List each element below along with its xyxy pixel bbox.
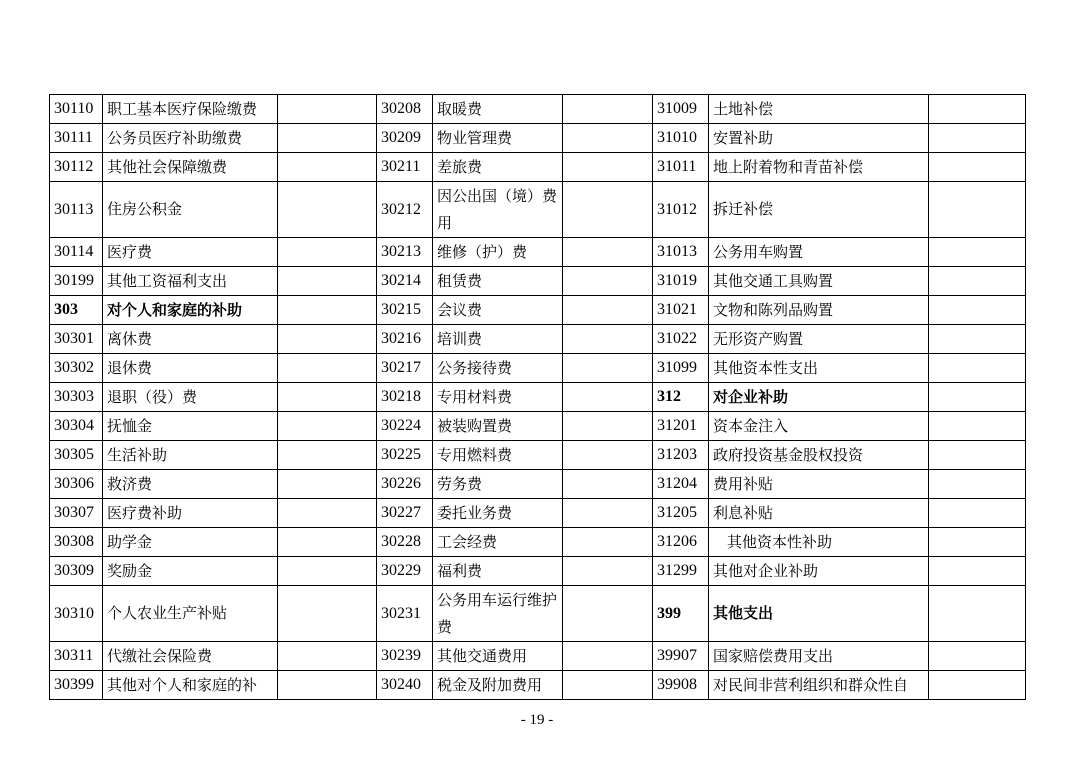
item-name-cell: 住房公积金	[103, 182, 278, 238]
code-cell: 399	[653, 586, 709, 642]
blank-cell	[563, 153, 653, 182]
table-row	[50, 441, 1026, 470]
item-name-cell: 其他支出	[709, 586, 929, 642]
code-cell: 30226	[377, 470, 433, 499]
blank-cell	[929, 383, 1026, 412]
code-cell: 30113	[50, 182, 103, 238]
item-name-cell: 个人农业生产补贴	[103, 586, 278, 642]
item-name-cell: 地上附着物和青苗补偿	[709, 153, 929, 182]
code-cell: 30310	[50, 586, 103, 642]
code-cell: 30199	[50, 267, 103, 296]
item-name-cell: 其他交通费用	[433, 642, 563, 671]
code-cell: 30306	[50, 470, 103, 499]
blank-cell	[929, 528, 1026, 557]
code-cell: 30301	[50, 325, 103, 354]
code-cell: 30217	[377, 354, 433, 383]
code-cell: 31099	[653, 354, 709, 383]
table-row	[50, 182, 1026, 238]
code-cell: 30110	[50, 95, 103, 124]
blank-cell	[278, 95, 377, 124]
code-cell: 31201	[653, 412, 709, 441]
blank-cell	[929, 412, 1026, 441]
item-name-cell: 生活补助	[103, 441, 278, 470]
item-name-cell: 资本金注入	[709, 412, 929, 441]
table-row	[50, 296, 1026, 325]
code-cell: 30213	[377, 238, 433, 267]
blank-cell	[929, 470, 1026, 499]
blank-cell	[929, 238, 1026, 267]
code-cell: 30224	[377, 412, 433, 441]
table-row	[50, 586, 1026, 642]
blank-cell	[278, 642, 377, 671]
table-row	[50, 267, 1026, 296]
code-cell: 30239	[377, 642, 433, 671]
blank-cell	[278, 153, 377, 182]
code-cell: 30111	[50, 124, 103, 153]
table-body	[50, 95, 1026, 700]
blank-cell	[563, 441, 653, 470]
blank-cell	[929, 671, 1026, 700]
code-cell: 31013	[653, 238, 709, 267]
blank-cell	[278, 354, 377, 383]
item-name-cell: 助学金	[103, 528, 278, 557]
blank-cell	[563, 470, 653, 499]
blank-cell	[563, 499, 653, 528]
code-cell: 31012	[653, 182, 709, 238]
code-cell: 30303	[50, 383, 103, 412]
table-row	[50, 354, 1026, 383]
code-cell: 30209	[377, 124, 433, 153]
item-name-cell: 对企业补助	[709, 383, 929, 412]
item-name-cell: 其他对企业补助	[709, 557, 929, 586]
blank-cell	[929, 182, 1026, 238]
item-name-cell: 委托业务费	[433, 499, 563, 528]
item-name-cell: 国家赔偿费用支出	[709, 642, 929, 671]
table-row	[50, 238, 1026, 267]
blank-cell	[278, 557, 377, 586]
table-row	[50, 557, 1026, 586]
item-name-cell: 其他资本性补助	[709, 528, 929, 557]
code-cell: 30216	[377, 325, 433, 354]
item-name-cell: 培训费	[433, 325, 563, 354]
blank-cell	[278, 182, 377, 238]
blank-cell	[929, 95, 1026, 124]
blank-cell	[929, 325, 1026, 354]
code-cell: 31299	[653, 557, 709, 586]
item-name-cell: 医疗费	[103, 238, 278, 267]
blank-cell	[563, 124, 653, 153]
blank-cell	[563, 528, 653, 557]
code-cell: 30399	[50, 671, 103, 700]
code-cell: 30305	[50, 441, 103, 470]
item-name-cell: 税金及附加费用	[433, 671, 563, 700]
code-cell: 303	[50, 296, 103, 325]
item-name-cell: 对个人和家庭的补助	[103, 296, 278, 325]
blank-cell	[929, 441, 1026, 470]
code-cell: 31009	[653, 95, 709, 124]
blank-cell	[278, 238, 377, 267]
item-name-cell: 费用补贴	[709, 470, 929, 499]
code-cell: 39908	[653, 671, 709, 700]
blank-cell	[563, 586, 653, 642]
item-name-cell: 工会经费	[433, 528, 563, 557]
code-cell: 312	[653, 383, 709, 412]
blank-cell	[563, 557, 653, 586]
item-name-cell: 维修（护）费	[433, 238, 563, 267]
code-cell: 31010	[653, 124, 709, 153]
code-cell: 30308	[50, 528, 103, 557]
blank-cell	[563, 182, 653, 238]
code-cell: 30212	[377, 182, 433, 238]
code-cell: 30218	[377, 383, 433, 412]
item-name-cell: 租赁费	[433, 267, 563, 296]
page-number: - 19 -	[520, 712, 554, 728]
item-name-cell: 劳务费	[433, 470, 563, 499]
item-name-cell: 职工基本医疗保险缴费	[103, 95, 278, 124]
item-name-cell: 退职（役）费	[103, 383, 278, 412]
code-cell: 30114	[50, 238, 103, 267]
blank-cell	[563, 238, 653, 267]
blank-cell	[929, 124, 1026, 153]
code-cell: 30231	[377, 586, 433, 642]
table-row	[50, 412, 1026, 441]
item-name-cell: 无形资产购置	[709, 325, 929, 354]
table-row	[50, 642, 1026, 671]
item-name-cell: 离休费	[103, 325, 278, 354]
blank-cell	[278, 267, 377, 296]
blank-cell	[563, 325, 653, 354]
blank-cell	[929, 267, 1026, 296]
blank-cell	[278, 325, 377, 354]
item-name-cell: 公务接待费	[433, 354, 563, 383]
code-cell: 30211	[377, 153, 433, 182]
code-cell: 30215	[377, 296, 433, 325]
code-cell: 31204	[653, 470, 709, 499]
code-cell: 30112	[50, 153, 103, 182]
code-cell: 31205	[653, 499, 709, 528]
code-cell: 31203	[653, 441, 709, 470]
code-cell: 30228	[377, 528, 433, 557]
code-cell: 31206	[653, 528, 709, 557]
blank-cell	[929, 296, 1026, 325]
blank-cell	[929, 557, 1026, 586]
code-cell: 30227	[377, 499, 433, 528]
blank-cell	[563, 267, 653, 296]
item-name-cell: 公务用车运行维护费	[433, 586, 563, 642]
item-name-cell: 会议费	[433, 296, 563, 325]
table-row	[50, 325, 1026, 354]
blank-cell	[278, 528, 377, 557]
item-name-cell: 政府投资基金股权投资	[709, 441, 929, 470]
blank-cell	[278, 586, 377, 642]
item-name-cell: 物业管理费	[433, 124, 563, 153]
blank-cell	[278, 124, 377, 153]
blank-cell	[278, 296, 377, 325]
blank-cell	[563, 412, 653, 441]
code-cell: 30309	[50, 557, 103, 586]
item-name-cell: 取暖费	[433, 95, 563, 124]
item-name-cell: 公务用车购置	[709, 238, 929, 267]
blank-cell	[929, 642, 1026, 671]
item-name-cell: 安置补助	[709, 124, 929, 153]
blank-cell	[929, 499, 1026, 528]
item-name-cell: 其他社会保障缴费	[103, 153, 278, 182]
item-name-cell: 退休费	[103, 354, 278, 383]
item-name-cell: 其他交通工具购置	[709, 267, 929, 296]
item-name-cell: 其他对个人和家庭的补	[103, 671, 278, 700]
code-cell: 30208	[377, 95, 433, 124]
budget-code-table	[49, 94, 1026, 700]
item-name-cell: 差旅费	[433, 153, 563, 182]
blank-cell	[563, 383, 653, 412]
item-name-cell: 抚恤金	[103, 412, 278, 441]
item-name-cell: 医疗费补助	[103, 499, 278, 528]
item-name-cell: 土地补偿	[709, 95, 929, 124]
table-row	[50, 95, 1026, 124]
blank-cell	[563, 95, 653, 124]
item-name-cell: 代缴社会保险费	[103, 642, 278, 671]
blank-cell	[278, 441, 377, 470]
item-name-cell: 奖励金	[103, 557, 278, 586]
item-name-cell: 利息补贴	[709, 499, 929, 528]
table-row	[50, 470, 1026, 499]
code-cell: 30311	[50, 642, 103, 671]
code-cell: 30240	[377, 671, 433, 700]
table-row	[50, 671, 1026, 700]
blank-cell	[929, 586, 1026, 642]
item-name-cell: 福利费	[433, 557, 563, 586]
code-cell: 31011	[653, 153, 709, 182]
code-cell: 31022	[653, 325, 709, 354]
code-cell: 30229	[377, 557, 433, 586]
item-name-cell: 其他工资福利支出	[103, 267, 278, 296]
item-name-cell: 拆迁补偿	[709, 182, 929, 238]
item-name-cell: 公务员医疗补助缴费	[103, 124, 278, 153]
item-name-cell: 专用材料费	[433, 383, 563, 412]
blank-cell	[563, 671, 653, 700]
code-cell: 30304	[50, 412, 103, 441]
table-row	[50, 499, 1026, 528]
item-name-cell: 文物和陈列品购置	[709, 296, 929, 325]
item-name-cell: 被装购置费	[433, 412, 563, 441]
blank-cell	[278, 499, 377, 528]
code-cell: 30307	[50, 499, 103, 528]
blank-cell	[929, 153, 1026, 182]
table-row	[50, 528, 1026, 557]
blank-cell	[563, 296, 653, 325]
code-cell: 39907	[653, 642, 709, 671]
code-cell: 31021	[653, 296, 709, 325]
blank-cell	[563, 642, 653, 671]
table-row	[50, 153, 1026, 182]
blank-cell	[278, 412, 377, 441]
item-name-cell: 对民间非营利组织和群众性自	[709, 671, 929, 700]
code-cell: 30225	[377, 441, 433, 470]
code-cell: 31019	[653, 267, 709, 296]
item-name-cell: 专用燃料费	[433, 441, 563, 470]
blank-cell	[278, 383, 377, 412]
item-name-cell: 因公出国（境）费用	[433, 182, 563, 238]
code-cell: 30302	[50, 354, 103, 383]
item-name-cell: 其他资本性支出	[709, 354, 929, 383]
item-name-cell: 救济费	[103, 470, 278, 499]
blank-cell	[278, 671, 377, 700]
blank-cell	[563, 354, 653, 383]
code-cell: 30214	[377, 267, 433, 296]
blank-cell	[278, 470, 377, 499]
table-row	[50, 124, 1026, 153]
blank-cell	[929, 354, 1026, 383]
table-row	[50, 383, 1026, 412]
